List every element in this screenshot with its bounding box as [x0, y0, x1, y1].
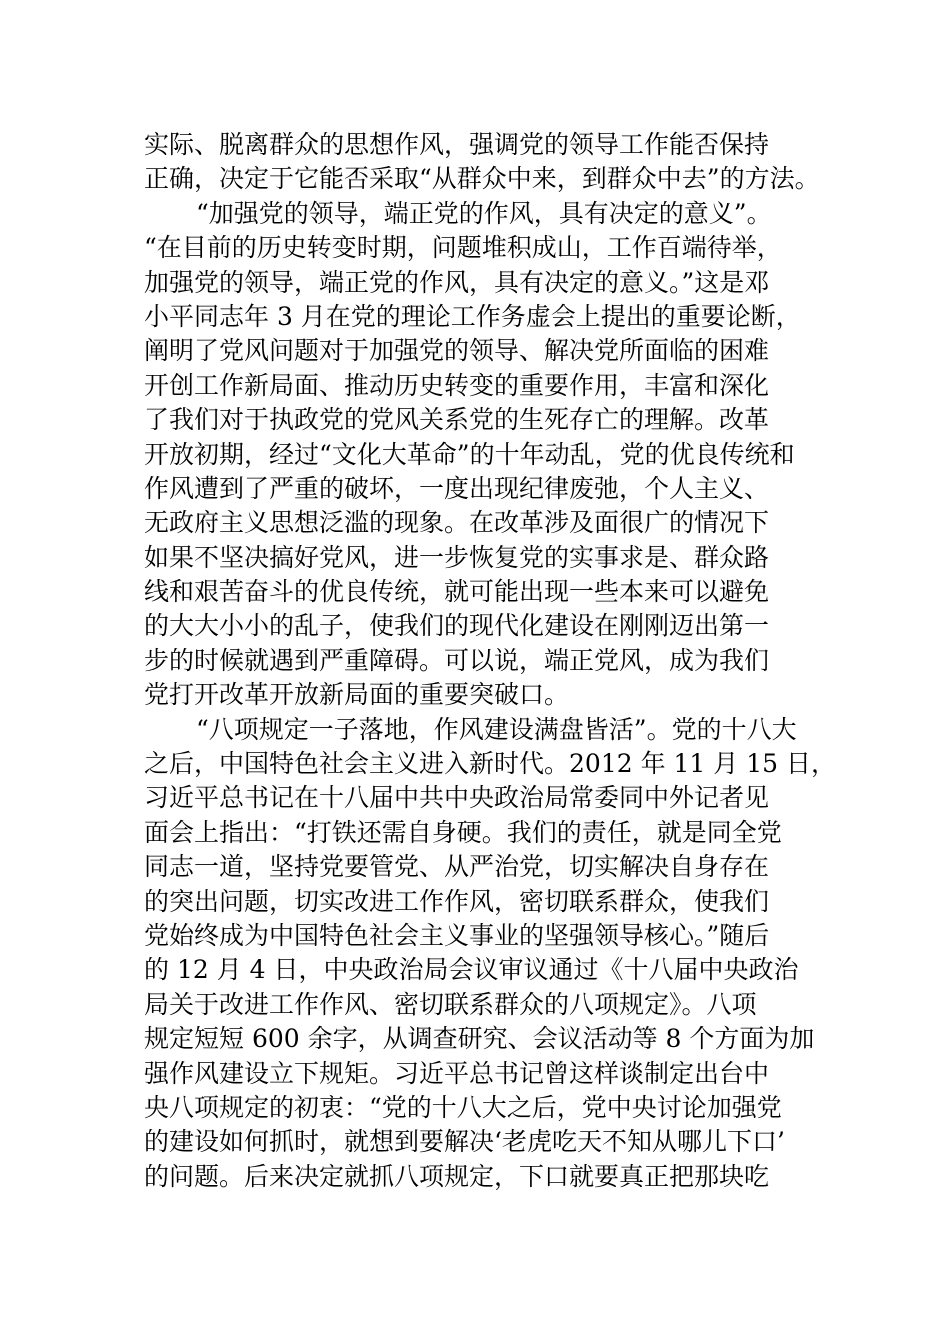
text-line: 强作风建设立下规矩。习近平总书记曾这样谈制定出台中 [144, 1058, 770, 1088]
text-line: 实际、脱离群众的思想作风，强调党的领导工作能否保持 [144, 130, 770, 159]
text-line: 线和艰苦奋斗的优良传统，就可能出现一些本来可以避免 [144, 577, 770, 607]
text-line: 党始终成为中国特色社会主义事业的坚强领导核心。”随后 [144, 920, 770, 950]
text-line: 之后，中国特色社会主义进入新时代。2012 年 11 月 15 日， [144, 749, 836, 779]
text-line: “八项规定一子落地，作风建设满盘皆活”。党的十八大 [196, 714, 797, 744]
text-line: 的突出问题，切实改进工作作风，密切联系群众，使我们 [144, 886, 770, 916]
text-line: 了我们对于执政党的党风关系党的生死存亡的理解。改革 [144, 405, 770, 435]
text-line: 面会上指出：“打铁还需自身硬。我们的责任，就是同全党 [144, 817, 782, 847]
text-line: 的问题。后来决定就抓八项规定，下口就要真正把那块吃 [144, 1161, 770, 1191]
text-line: 央八项规定的初衷：“党的十八大之后，党中央讨论加强党 [144, 1092, 782, 1122]
text-line: 正确，决定于它能否采取“从群众中来，到群众中去”的方法。 [144, 164, 820, 194]
text-line: 同志一道，坚持党要管党、从严治党，切实解决自身存在 [144, 852, 770, 882]
text-line: 的 12 月 4 日，中央政治局会议审议通过《十八届中央政治 [144, 955, 799, 985]
text-line: 局关于改进工作作风、密切联系群众的八项规定》。八项 [144, 989, 757, 1019]
text-line: 的大大小小的乱子，使我们的现代化建设在刚刚迈出第一 [144, 611, 770, 641]
text-line: 习近平总书记在十八届中共中央政治局常委同中外记者见 [144, 783, 770, 813]
text-line: “加强党的领导，端正党的作风，具有决定的意义”。 [196, 198, 772, 228]
body-text [144, 128, 836, 1194]
text-line: 规定短短 600 余字，从调查研究、会议活动等 8 个方面为加 [144, 1024, 815, 1054]
text-line: 无政府主义思想泛滥的现象。在改革涉及面很广的情况下 [144, 508, 770, 538]
text-line: 作风遭到了严重的破坏，一度出现纪律废弛，个人主义、 [144, 473, 770, 503]
text-line: “在目前的历史转变时期，问题堆积成山，工作百端待举， [144, 233, 782, 263]
text-line: 如果不坚决搞好党风，进一步恢复党的实事求是、群众路 [144, 542, 770, 572]
text-line: 开放初期，经过“文化大革命”的十年动乱，党的优良传统和 [144, 439, 795, 469]
text-line: 阐明了党风问题对于加强党的领导、解决党所面临的困难 [144, 336, 770, 366]
text-line: 小平同志年 3 月在党的理论工作务虚会上提出的重要论断， [144, 301, 801, 331]
text-line: 党打开改革开放新局面的重要突破口。 [144, 680, 570, 710]
text-line: 开创工作新局面、推动历史转变的重要作用，丰富和深化 [144, 370, 770, 400]
text-line: 步的时候就遇到严重障碍。可以说，端正党风，成为我们 [144, 645, 770, 675]
text-line: 的建设如何抓时，就想到要解决‘老虎吃天不知从哪儿下口’ [144, 1127, 785, 1157]
text-line: 加强党的领导，端正党的作风，具有决定的意义。”这是邓 [144, 267, 770, 297]
